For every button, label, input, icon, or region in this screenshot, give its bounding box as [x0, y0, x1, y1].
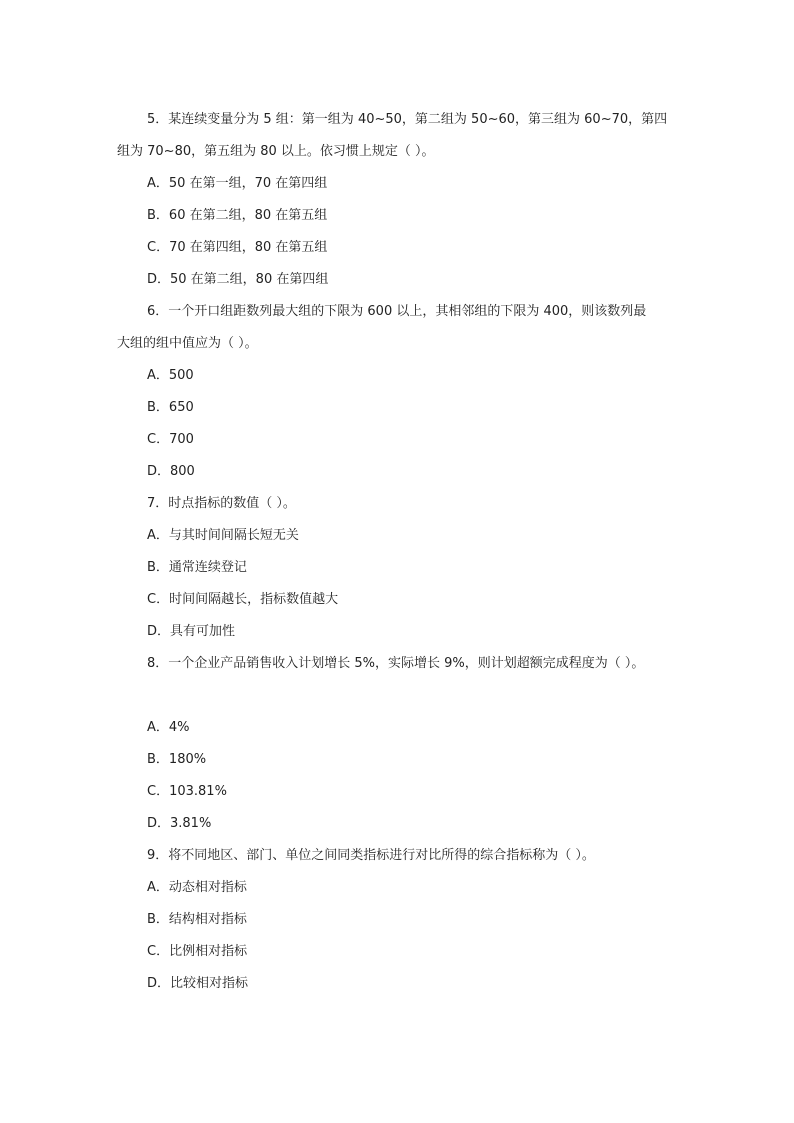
- question-8-text: 8．一个企业产品销售收入计划增长 5%，实际增长 9%，则计划超额完成程度为（ ）。: [147, 656, 645, 671]
- question-5-option-d: D．50 在第二组，80 在第四组: [147, 272, 329, 287]
- question-7-text: 7．时点指标的数值（ ）。: [147, 496, 296, 511]
- question-6-option-a: A．500: [147, 368, 194, 383]
- question-5-text: 5．某连续变量分为 5 组：第一组为 40~50，第二组为 50~60，第三组为 60~70，第四: [147, 112, 668, 127]
- question-9-text: 9．将不同地区、部门、单位之间同类指标进行对比所得的综合指标称为（ ）。: [147, 848, 595, 863]
- question-7-option-c: C．时间间隔越长，指标数值越大: [147, 592, 339, 607]
- question-7-option-b: B．通常连续登记: [147, 560, 247, 575]
- question-9-option-b: B．结构相对指标: [147, 912, 247, 927]
- question-6-option-b: B．650: [147, 400, 194, 415]
- question-9-option-c: C．比例相对指标: [147, 944, 248, 959]
- question-9-option-d: D．比较相对指标: [147, 976, 249, 991]
- question-7-option-d: D．具有可加性: [147, 624, 236, 639]
- question-5-text-cont: 组为 70~80，第五组为 80 以上。依习惯上规定（ ）。: [117, 144, 435, 159]
- question-6-text-cont: 大组的组中值应为（ ）。: [117, 336, 258, 351]
- question-7-option-a: A．与其时间间隔长短无关: [147, 528, 299, 543]
- question-6-text: 6．一个开口组距数列最大组的下限为 600 以上，其相邻组的下限为 400，则该数列最: [147, 304, 647, 319]
- question-9-option-a: A．动态相对指标: [147, 880, 247, 895]
- question-5-option-c: C．70 在第四组，80 在第五组: [147, 240, 328, 255]
- question-6-option-c: C．700: [147, 432, 194, 447]
- question-5-option-a: A．50 在第一组，70 在第四组: [147, 176, 328, 191]
- question-8-option-d: D．3.81%: [147, 816, 212, 831]
- question-6-option-d: D．800: [147, 464, 195, 479]
- question-5-option-b: B．60 在第二组，80 在第五组: [147, 208, 328, 223]
- question-8-option-a: A．4%: [147, 720, 190, 735]
- question-8-option-b: B．180%: [147, 752, 207, 767]
- question-8-option-c: C．103.81%: [147, 784, 227, 799]
